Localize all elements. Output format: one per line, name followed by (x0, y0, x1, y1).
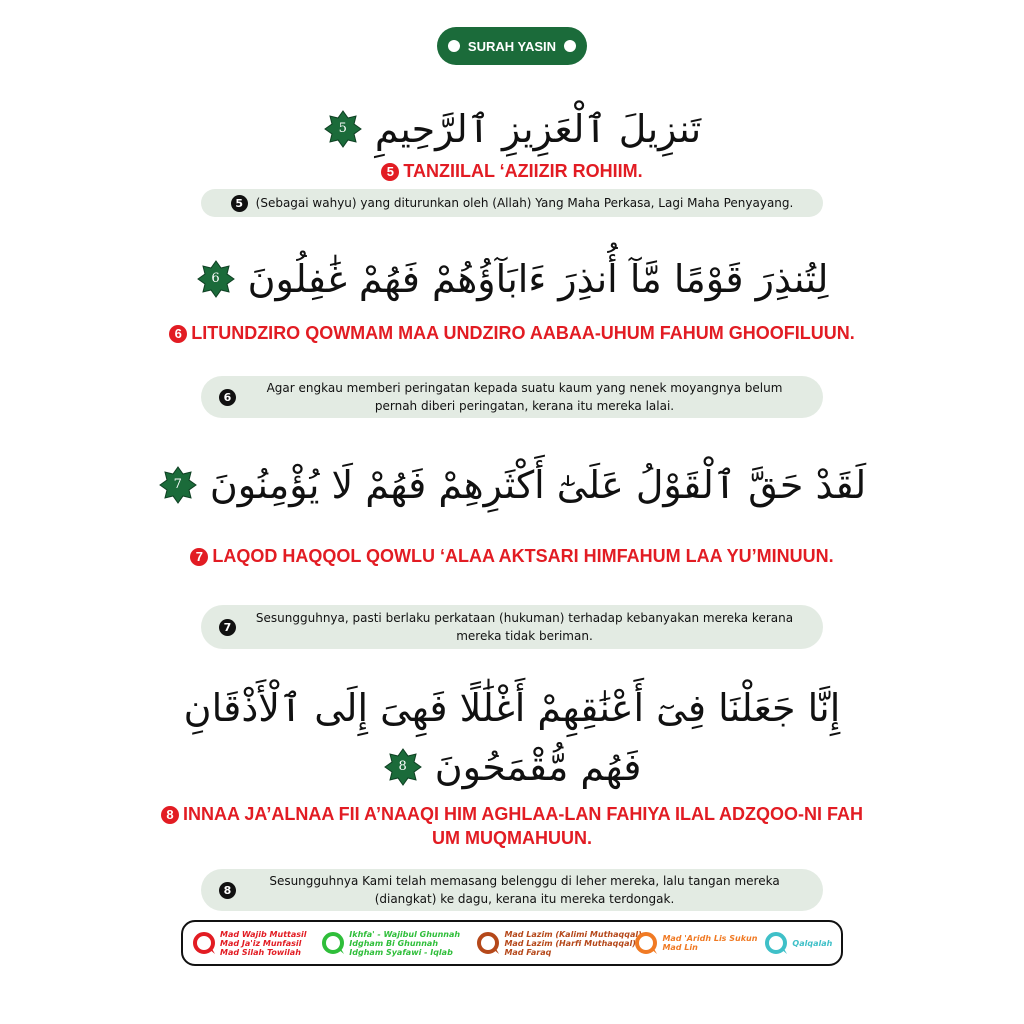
verse-number-circle: 5 (231, 195, 248, 212)
surah-title-badge (437, 27, 587, 65)
translation-text: Sesungguhnya, pasti berlaku perkataan (hukuman) terhadap kebanyakan mereka kerana mereka tidak beriman. (255, 611, 794, 643)
surah-title: SURAH YASIN (467, 38, 557, 54)
translation-text: Sesungguhnya Kami telah memasang belenggu di leher mereka, lalu tangan mereka (diangkat) ke dagu, kerana itu mereka terdongak. (269, 874, 780, 906)
verse-number-circle: 8 (219, 882, 236, 899)
verse-number-circle: 6 (169, 325, 187, 343)
verse-arabic-text: لِتُنذِرَ قَوْمًا مَّآ أُنذِرَ ءَابَآؤُهُمْ فَهُمْ غَٰفِلُونَ (247, 256, 829, 301)
verse-8-transliteration (150, 802, 874, 850)
verse-number-star-icon (196, 259, 236, 299)
pin-marker-icon (763, 930, 789, 956)
pin-marker-icon (633, 930, 659, 956)
verse-number-circle: 8 (161, 806, 179, 824)
translation-text: (Sebagai wahyu) yang diturunkan oleh (Allah) Yang Maha Perkasa, Lagi Maha Penyayang. (255, 196, 794, 210)
verse-number-circle: 5 (381, 163, 399, 181)
transliteration-text: LITUNDZIRO QOWMAM MAA UNDZIRO AABAA-UHUM FAHUM GHOOFILUUN. (191, 323, 855, 343)
verse-number-circle: 7 (219, 619, 236, 636)
verse-arabic-text: فَهُم مُّقْمَحُونَ (434, 744, 642, 789)
verse-arabic-text: إِنَّا جَعَلْنَا فِىٓ أَعْنَٰقِهِمْ أَغْلَٰلًا فَهِىَ إِلَى ٱلْأَذْقَانِ (183, 685, 841, 730)
verse-8-translation (201, 869, 823, 911)
pin-marker-icon (320, 930, 346, 956)
tajwid-legend (181, 920, 843, 966)
verse-7-transliteration (150, 544, 874, 568)
verse-number: 7 (173, 476, 182, 492)
verse-number: 8 (398, 758, 407, 774)
pin-marker-icon (475, 930, 501, 956)
legend-item-qalqalah: Qalqalah (763, 930, 833, 956)
verse-number-star-icon (383, 747, 423, 787)
circle-dot-icon (448, 40, 460, 52)
verse-number: 5 (338, 120, 347, 136)
verse-5-arabic-row (0, 104, 1024, 151)
verse-8-arabic-line-1 (0, 683, 1024, 730)
verse-7-translation (201, 605, 823, 649)
verse-number-circle: 7 (190, 548, 208, 566)
verse-6-transliteration (150, 321, 874, 345)
transliteration-text: TANZIILAL ‘AZIIZIR ROHIIM. (403, 161, 643, 181)
verse-6-translation (201, 376, 823, 418)
verse-6-arabic-row (0, 254, 1024, 301)
verse-number-star-icon (323, 109, 363, 149)
legend-item-mad-aridh: Mad 'Aridh Lis Sukun Mad Lin (633, 930, 757, 956)
legend-item-mad-wajib: Mad Wajib Muttasil Mad Ja'iz Munfasil Mad Silah Towilah (191, 930, 314, 957)
legend-item-ikhfa: Ikhfa' - Wajibul Ghunnah Idgham Bi Ghunnah Idgham Syafawi - Iqlab (320, 930, 469, 957)
verse-7-arabic-row (0, 460, 1024, 507)
verse-5-transliteration (150, 159, 874, 183)
translation-text: Agar engkau memberi peringatan kepada suatu kaum yang nenek moyangnya belum pernah diberi peringatan, kerana itu mereka lalai. (266, 381, 783, 413)
verse-arabic-text: لَقَدْ حَقَّ ٱلْقَوْلُ عَلَىٰٓ أَكْثَرِهِمْ فَهُمْ لَا يُؤْمِنُونَ (209, 462, 867, 507)
transliteration-text: INNAA JA’ALNAA FII A’NAAQI HIM AGHLAA-LAN FAHIYA ILAL ADZQOO-NI FAH UM MUQMAHUUN. (183, 804, 863, 848)
verse-5-translation (201, 189, 823, 217)
verse-arabic-text: تَنزِيلَ ٱلْعَزِيزِ ٱلرَّحِيمِ (374, 106, 702, 151)
legend-item-mad-lazim: Mad Lazim (Kalimi Muthaqqal) Mad Lazim (Harfi Muthaqqal) Mad Faraq (475, 930, 627, 957)
pin-marker-icon (191, 930, 217, 956)
circle-dot-icon (564, 40, 576, 52)
verse-number-star-icon (158, 465, 198, 505)
verse-8-arabic-line-2 (0, 742, 1024, 789)
transliteration-text: LAQOD HAQQOL QOWLU ‘ALAA AKTSARI HIMFAHUM LAA YU’MINUUN. (212, 546, 834, 566)
verse-number-circle: 6 (219, 389, 236, 406)
verse-number: 6 (211, 270, 220, 286)
